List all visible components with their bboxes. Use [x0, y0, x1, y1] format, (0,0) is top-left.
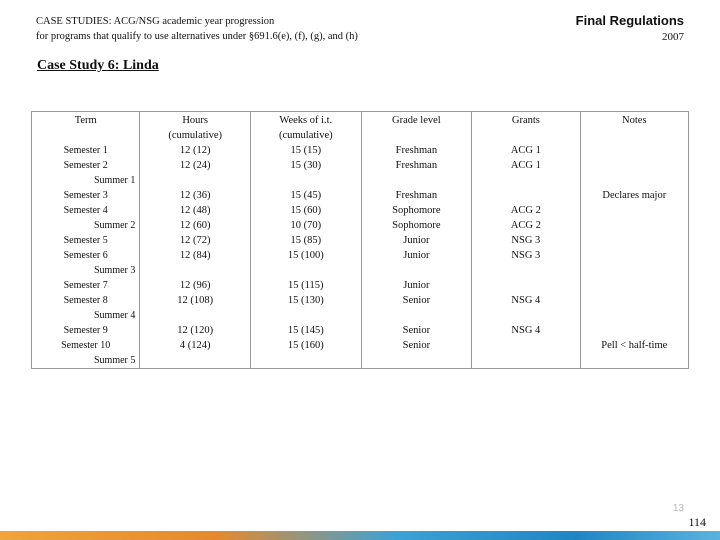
cell-grade [361, 173, 472, 188]
cell-hours [140, 353, 251, 369]
cell-hours: 12 (24) [140, 158, 251, 173]
table-row [32, 278, 689, 293]
cell-grade: Freshman [361, 188, 472, 203]
column-header-label: Notes [622, 115, 647, 126]
cell-term: Semester 8 [32, 293, 140, 308]
page-number: 13 [672, 503, 684, 514]
cell-grade: Sophomore [361, 203, 472, 218]
table-row [32, 353, 689, 369]
regulations-title: Final Regulations [575, 13, 684, 28]
cell-term: Semester 6 [32, 248, 140, 263]
cell-term: Semester 7 [32, 278, 140, 293]
cell-weeks: 10 (70) [250, 218, 361, 233]
cell-term: Semester 5 [32, 233, 140, 248]
cell-weeks: 15 (15) [250, 143, 361, 158]
cell-grade: Freshman [361, 143, 472, 158]
slide-number: 114 [688, 515, 706, 529]
table-header-row [32, 112, 689, 144]
cell-weeks: 15 (100) [250, 248, 361, 263]
cell-hours: 12 (36) [140, 188, 251, 203]
cell-grants [472, 278, 580, 293]
cell-term: Semester 9 [32, 323, 140, 338]
column-header-grants [472, 112, 580, 144]
cell-hours: 12 (12) [140, 143, 251, 158]
cell-grants [472, 188, 580, 203]
cell-hours: 12 (120) [140, 323, 251, 338]
column-header-label: Hours [182, 115, 209, 126]
column-header-label: Weeks of i.t. [279, 115, 333, 126]
cell-grants: ACG 2 [472, 218, 580, 233]
cell-notes [580, 248, 688, 263]
table-row [32, 173, 689, 188]
table-row [32, 188, 689, 203]
table-row [32, 263, 689, 278]
cell-grade: Junior [361, 233, 472, 248]
cell-hours: 12 (96) [140, 278, 251, 293]
cell-hours: 12 (108) [140, 293, 251, 308]
cell-weeks: 15 (30) [250, 158, 361, 173]
cell-hours [140, 173, 251, 188]
cell-grants: ACG 2 [472, 203, 580, 218]
cell-grants [472, 263, 580, 278]
header-line-1: CASE STUDIES: ACG/NSG academic year progression [36, 16, 275, 27]
cell-grade: Senior [361, 293, 472, 308]
cell-grants [472, 173, 580, 188]
cell-weeks [250, 353, 361, 369]
cell-hours: 12 (84) [140, 248, 251, 263]
column-header-label: Term [74, 115, 97, 126]
cell-weeks [250, 263, 361, 278]
cell-weeks: 15 (115) [250, 278, 361, 293]
column-header-term [32, 112, 140, 144]
cell-term: Semester 4 [32, 203, 140, 218]
table-row [32, 248, 689, 263]
cell-grants: ACG 1 [472, 143, 580, 158]
cell-weeks: 15 (160) [250, 338, 361, 353]
cell-hours: 12 (72) [140, 233, 251, 248]
cell-term: Summer 5 [32, 353, 140, 369]
table-row [32, 218, 689, 233]
cell-weeks [250, 308, 361, 323]
cell-term: Semester 10 [32, 338, 140, 353]
cell-term: Semester 3 [32, 188, 140, 203]
column-header-label: Grants [511, 115, 540, 126]
header-subtitle [36, 14, 358, 44]
cell-notes [580, 293, 688, 308]
cell-weeks: 15 (60) [250, 203, 361, 218]
table-row [32, 308, 689, 323]
column-header-sublabel: (cumulative) [168, 130, 223, 141]
cell-term: Summer 1 [32, 173, 140, 188]
cell-term: Semester 2 [32, 158, 140, 173]
cell-grade [361, 263, 472, 278]
cell-grade: Freshman [361, 158, 472, 173]
cell-grants: NSG 4 [472, 323, 580, 338]
column-header-notes [580, 112, 688, 144]
cell-grade: Sophomore [361, 218, 472, 233]
cell-notes [580, 353, 688, 369]
cell-notes [580, 278, 688, 293]
cell-term: Summer 4 [32, 308, 140, 323]
cell-weeks: 15 (130) [250, 293, 361, 308]
column-header-weeks [250, 112, 361, 144]
cell-hours: 12 (48) [140, 203, 251, 218]
cell-grants: ACG 1 [472, 158, 580, 173]
cell-hours: 12 (60) [140, 218, 251, 233]
table-row [32, 203, 689, 218]
cell-notes [580, 158, 688, 173]
column-header-sublabel: (cumulative) [278, 130, 333, 141]
cell-grants: NSG 3 [472, 248, 580, 263]
cell-notes: Declares major [580, 188, 688, 203]
cell-weeks: 15 (85) [250, 233, 361, 248]
cell-hours [140, 263, 251, 278]
cell-hours: 4 (124) [140, 338, 251, 353]
cell-grade: Junior [361, 248, 472, 263]
cell-grants [472, 338, 580, 353]
column-header-hours [140, 112, 251, 144]
cell-notes [580, 263, 688, 278]
table-row [32, 323, 689, 338]
table-row [32, 338, 689, 353]
cell-notes [580, 203, 688, 218]
column-header-grade-level [361, 112, 472, 144]
table-row [32, 293, 689, 308]
header-title-block [576, 12, 684, 45]
table-row [32, 143, 689, 158]
cell-grade [361, 353, 472, 369]
footer-color-bar [0, 531, 720, 540]
cell-term: Summer 2 [32, 218, 140, 233]
cell-grants: NSG 4 [472, 293, 580, 308]
cell-weeks: 15 (45) [250, 188, 361, 203]
column-header-label: Grade level [392, 115, 441, 126]
table-body [32, 143, 689, 369]
cell-grants [472, 308, 580, 323]
cell-notes [580, 173, 688, 188]
cell-hours [140, 308, 251, 323]
cell-term: Semester 1 [32, 143, 140, 158]
cell-grade: Senior [361, 323, 472, 338]
header-line-2: for programs that qualify to use alternatives under §691.6(e), (f), (g), and (h) [36, 31, 358, 42]
cell-notes: Pell < half-time [580, 338, 688, 353]
cell-notes [580, 143, 688, 158]
cell-notes [580, 233, 688, 248]
table-row [32, 233, 689, 248]
cell-grade: Senior [361, 338, 472, 353]
cell-grade: Junior [361, 278, 472, 293]
cell-notes [580, 308, 688, 323]
cell-grants: NSG 3 [472, 233, 580, 248]
table-row [32, 158, 689, 173]
cell-notes [580, 218, 688, 233]
cell-grade [361, 308, 472, 323]
cell-weeks [250, 173, 361, 188]
cell-weeks: 15 (145) [250, 323, 361, 338]
case-study-title: Case Study 6: Linda [37, 58, 159, 73]
progression-table [31, 111, 689, 369]
regulations-year: 2007 [662, 31, 684, 43]
cell-notes [580, 323, 688, 338]
cell-grants [472, 353, 580, 369]
cell-term: Summer 3 [32, 263, 140, 278]
